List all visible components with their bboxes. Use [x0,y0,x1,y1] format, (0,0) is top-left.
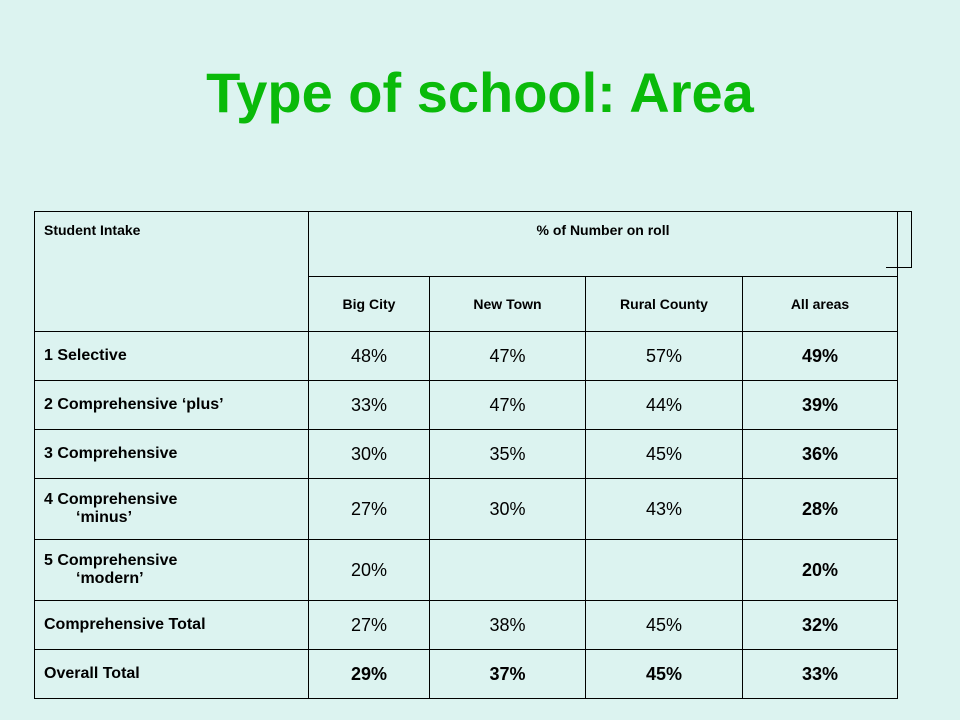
table-cell: 29% [309,650,430,699]
table-cell: 36% [743,430,898,479]
column-header: Rural County [586,277,743,332]
row-label-text: 4 Comprehensive [44,491,178,508]
intake-table-container [34,211,898,699]
table-cell: 27% [309,479,430,540]
table-cell: 45% [586,601,743,650]
table-cell: 45% [586,650,743,699]
table-cell: 27% [309,601,430,650]
group-header-label: % of Number on roll [536,222,670,238]
table-cell [430,540,586,601]
row-label [35,601,309,650]
stub-header-label: Student Intake [44,222,141,238]
row-label-text-continued: ‘minus’ [76,509,133,526]
table-cell: 48% [309,332,430,381]
table-cell: 49% [743,332,898,381]
row-label [35,650,309,699]
table-cell: 30% [309,430,430,479]
table-row [35,332,898,381]
group-header-cell [309,212,898,277]
table-cell: 28% [743,479,898,540]
table-cell: 43% [586,479,743,540]
table-row [35,540,898,601]
row-label [35,479,309,540]
row-label-text: 1 Selective [44,347,127,364]
column-header: New Town [430,277,586,332]
intake-table [34,211,898,699]
table-cell: 47% [430,332,586,381]
page-title: Type of school: Area [206,61,754,124]
table-cell: 20% [309,540,430,601]
table-cell: 44% [586,381,743,430]
table-row [35,430,898,479]
table-cell: 39% [743,381,898,430]
table-row [35,650,898,699]
table-row [35,381,898,430]
row-label-text: 2 Comprehensive ‘plus’ [44,396,224,413]
table-cell: 32% [743,601,898,650]
stub-header-cell [35,212,309,332]
table-cell: 37% [430,650,586,699]
table-cell: 47% [430,381,586,430]
column-header: All areas [743,277,898,332]
row-label [35,381,309,430]
row-label-text: 5 Comprehensive [44,552,178,569]
table-header-row [35,212,898,277]
row-label [35,332,309,381]
table-cell [586,540,743,601]
table-row [35,479,898,540]
row-label-text: Comprehensive Total [44,616,206,633]
row-label [35,540,309,601]
row-label-text-continued: ‘modern’ [76,570,144,587]
table-cell: 33% [309,381,430,430]
column-header: Big City [309,277,430,332]
table-cell: 57% [586,332,743,381]
table-cell: 33% [743,650,898,699]
row-label [35,430,309,479]
table-cell: 38% [430,601,586,650]
row-label-text: Overall Total [44,665,140,682]
table-row [35,601,898,650]
table-cell: 30% [430,479,586,540]
row-label-text: 3 Comprehensive [44,445,178,462]
table-cell: 35% [430,430,586,479]
table-cell: 45% [586,430,743,479]
table-cell: 20% [743,540,898,601]
